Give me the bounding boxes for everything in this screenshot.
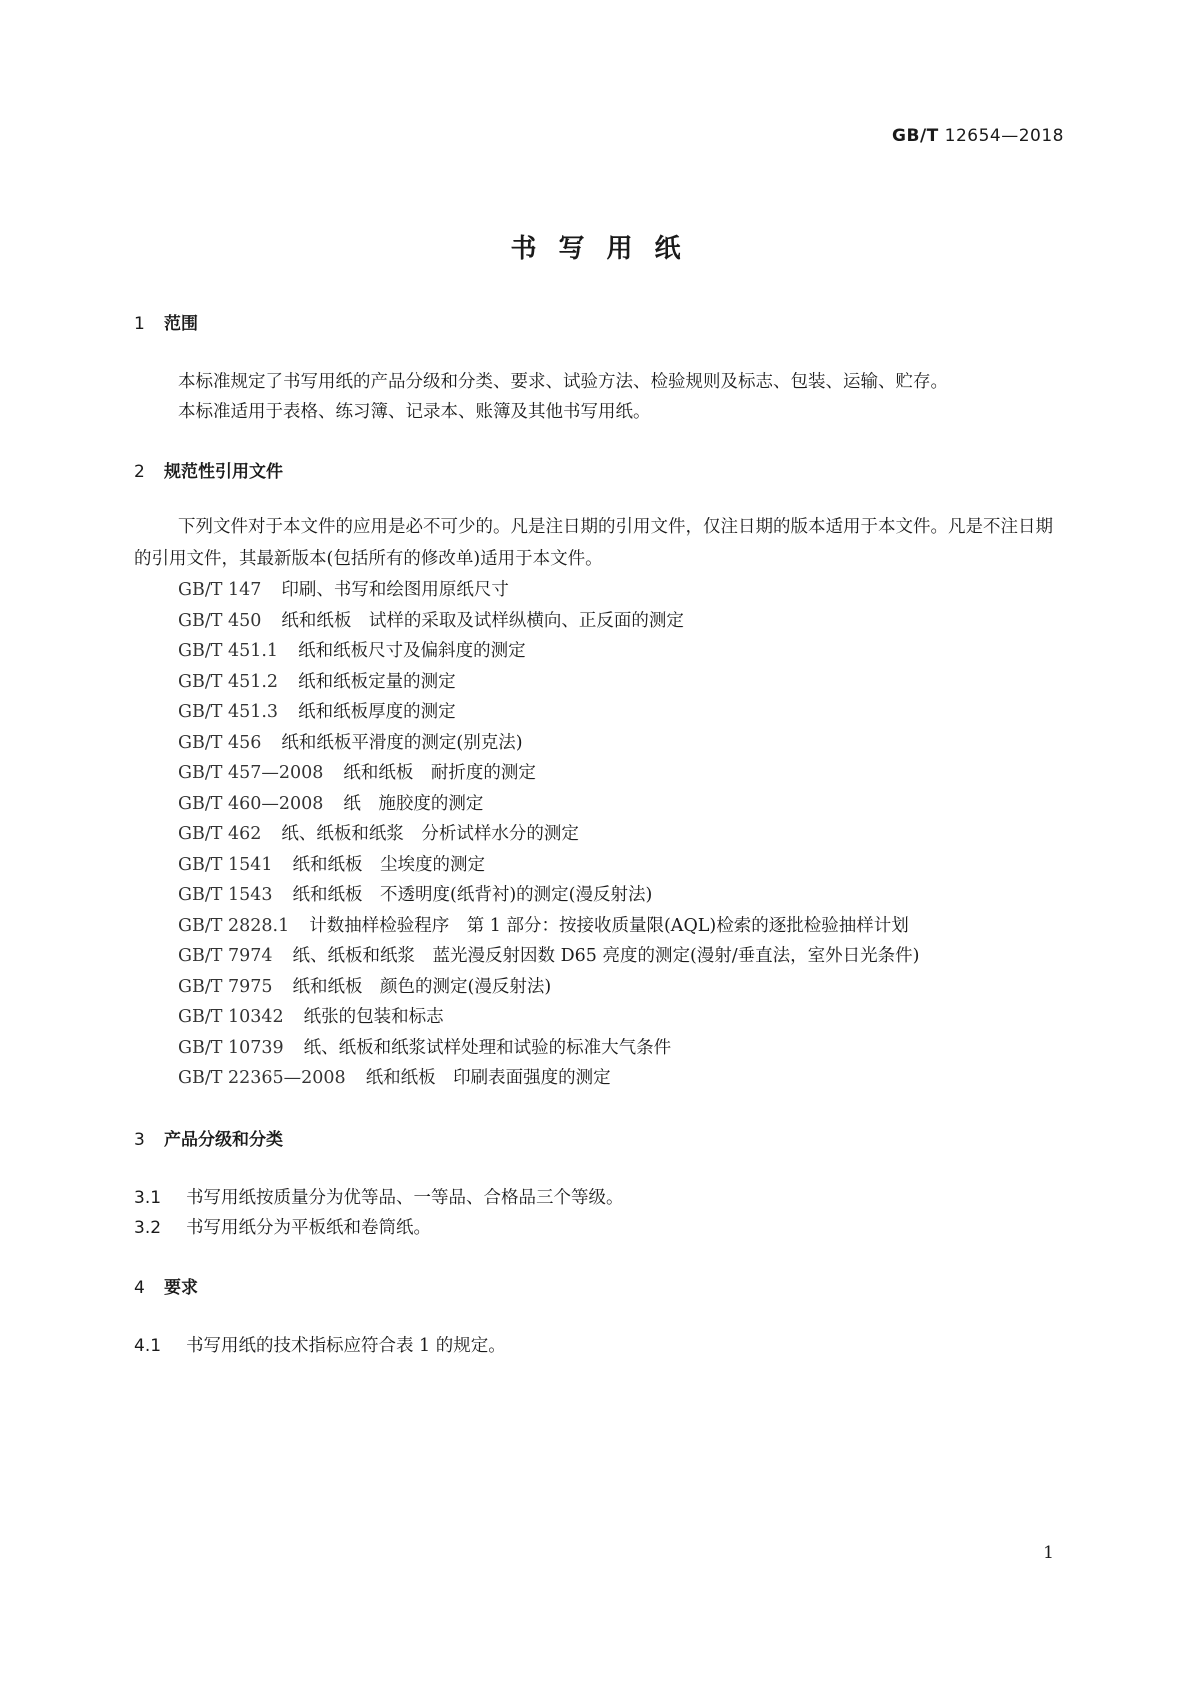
- reference-title: 印刷、书写和绘图用原纸尺寸: [281, 580, 509, 600]
- reference-code: GB/T 7974: [178, 946, 273, 966]
- reference-code: GB/T 147: [178, 580, 262, 600]
- reference-code: GB/T 456: [178, 733, 262, 753]
- reference-item: [178, 607, 684, 632]
- reference-item: [178, 942, 920, 967]
- reference-item: [178, 1034, 671, 1059]
- section-number: 3: [134, 1130, 145, 1150]
- reference-code: GB/T 457—2008: [178, 763, 324, 783]
- reference-title: 纸和纸板平滑度的测定(别克法): [281, 733, 523, 753]
- reference-item: [178, 790, 483, 815]
- reference-code: GB/T 460—2008: [178, 794, 324, 814]
- standard-number: 12654—2018: [944, 126, 1064, 146]
- reference-title: 纸、纸板和纸浆试样处理和试验的标准大气条件: [303, 1038, 672, 1058]
- reference-title: 纸张的包装和标志: [303, 1007, 444, 1027]
- paragraph: 下列文件对于本文件的应用是必不可少的。凡是注日期的引用文件，仅注日期的版本适用于本文件。凡是不注日期的引用文件，其最新版本(包括所有的修改单)适用于本文件。: [134, 517, 1053, 569]
- section-title: 要求: [164, 1278, 198, 1298]
- reference-title: 纸和纸板定量的测定: [298, 672, 456, 692]
- reference-title: 纸和纸板 试样的采取及试样纵横向、正反面的测定: [281, 611, 684, 631]
- reference-title: 纸和纸板厚度的测定: [298, 702, 456, 722]
- paragraph: 本标准规定了书写用纸的产品分级和分类、要求、试验方法、检验规则及标志、包装、运输、贮存。: [178, 372, 948, 392]
- clause: [134, 1184, 624, 1209]
- reference-code: GB/T 1543: [178, 885, 273, 905]
- reference-code: GB/T 451.1: [178, 641, 279, 661]
- reference-item: [178, 637, 526, 662]
- section-title: 范围: [164, 314, 198, 334]
- clause-text: 书写用纸的技术指标应符合表 1 的规定。: [186, 1336, 506, 1356]
- reference-code: GB/T 462: [178, 824, 262, 844]
- reference-title: 纸和纸板 颜色的测定(漫反射法): [292, 977, 552, 997]
- reference-code: GB/T 10342: [178, 1007, 284, 1027]
- section-number: 1: [134, 314, 145, 334]
- reference-title: 纸和纸板 不透明度(纸背衬)的测定(漫反射法): [292, 885, 653, 905]
- reference-item: [178, 1003, 444, 1028]
- reference-item: [178, 820, 579, 845]
- reference-item: [178, 668, 456, 693]
- page-number: 1: [1043, 1543, 1054, 1563]
- reference-code: GB/T 451.3: [178, 702, 279, 722]
- reference-item: [178, 698, 456, 723]
- reference-code: GB/T 450: [178, 611, 262, 631]
- paragraph: 本标准适用于表格、练习簿、记录本、账簿及其他书写用纸。: [178, 402, 651, 422]
- clause-number: 3.1: [134, 1188, 162, 1208]
- reference-title: 纸和纸板尺寸及偏斜度的测定: [298, 641, 526, 661]
- clause-text: 书写用纸按质量分为优等品、一等品、合格品三个等级。: [186, 1188, 624, 1208]
- reference-code: GB/T 7975: [178, 977, 273, 997]
- reference-code: GB/T 451.2: [178, 672, 279, 692]
- section-2-heading: [134, 457, 283, 482]
- standard-prefix: GB/T: [892, 126, 939, 146]
- reference-item: [178, 851, 485, 876]
- reference-title: 纸和纸板 印刷表面强度的测定: [365, 1068, 611, 1088]
- section-1-heading: [134, 309, 198, 334]
- reference-item: [178, 729, 523, 754]
- document-title: 书写用纸: [510, 234, 703, 264]
- reference-item: [178, 759, 536, 784]
- section-4-heading: [134, 1273, 198, 1298]
- reference-title: 纸和纸板 耐折度的测定: [343, 763, 536, 783]
- reference-code: GB/T 10739: [178, 1038, 284, 1058]
- section-number: 4: [134, 1278, 145, 1298]
- reference-item: [178, 973, 551, 998]
- section-number: 2: [134, 462, 145, 482]
- reference-title: 纸、纸板和纸浆 分析试样水分的测定: [281, 824, 579, 844]
- reference-code: GB/T 1541: [178, 855, 273, 875]
- clause: [134, 1332, 506, 1357]
- section-3-heading: [134, 1125, 283, 1150]
- reference-item: [178, 912, 909, 937]
- reference-item: [178, 1064, 611, 1089]
- clause-number: 3.2: [134, 1218, 162, 1238]
- section-title: 规范性引用文件: [164, 462, 283, 482]
- reference-title: 纸和纸板 尘埃度的测定: [292, 855, 486, 875]
- standard-code: [892, 126, 1064, 146]
- clause-text: 书写用纸分为平板纸和卷筒纸。: [186, 1218, 431, 1238]
- reference-title: 计数抽样检验程序 第 1 部分：按接收质量限(AQL)检索的逐批检验抽样计划: [309, 916, 909, 936]
- reference-item: [178, 881, 652, 906]
- reference-code: GB/T 22365—2008: [178, 1068, 346, 1088]
- section-title: 产品分级和分类: [164, 1130, 283, 1150]
- clause-number: 4.1: [134, 1336, 162, 1356]
- reference-item: [178, 576, 509, 601]
- clause: [134, 1214, 431, 1239]
- reference-code: GB/T 2828.1: [178, 916, 290, 936]
- reference-title: 纸、纸板和纸浆 蓝光漫反射因数 D65 亮度的测定(漫射/垂直法，室外日光条件): [292, 946, 920, 966]
- reference-title: 纸 施胶度的测定: [343, 794, 484, 814]
